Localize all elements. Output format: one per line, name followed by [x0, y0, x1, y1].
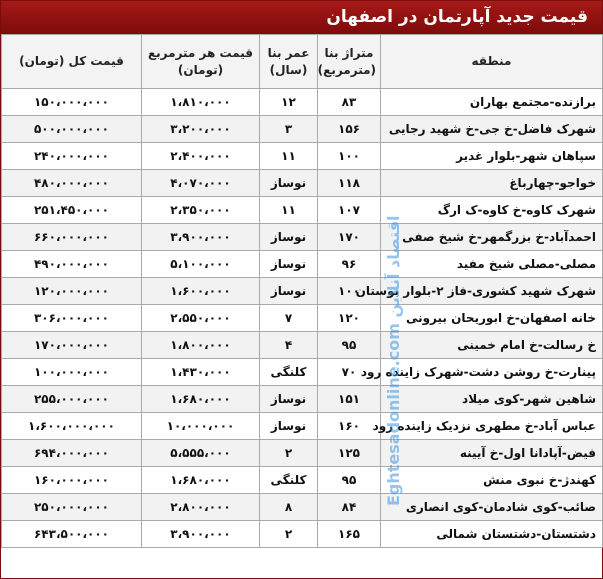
cell-price-per-meter: ۲،۳۵۰،۰۰۰ — [142, 197, 260, 224]
cell-total-price: ۲۴۰،۰۰۰،۰۰۰ — [2, 143, 142, 170]
cell-age: ۱۱ — [260, 197, 318, 224]
cell-total-price: ۳۰۶،۰۰۰،۰۰۰ — [2, 305, 142, 332]
header-age: عمر بنا (سال) — [260, 35, 318, 89]
table-row — [2, 116, 603, 143]
cell-area: ۱۰۷ — [318, 197, 381, 224]
table-row — [2, 440, 603, 467]
cell-total-price: ۱۲۰،۰۰۰،۰۰۰ — [2, 278, 142, 305]
table-row — [2, 467, 603, 494]
cell-region: شهرک کاوه-خ کاوه-ک ارگ — [381, 197, 603, 224]
cell-price-per-meter: ۳،۹۰۰،۰۰۰ — [142, 224, 260, 251]
table-row — [2, 251, 603, 278]
cell-area: ۹۵ — [318, 332, 381, 359]
cell-region: عباس آباد-خ مطهری نزدیک زاینده رود — [381, 413, 603, 440]
cell-price-per-meter: ۲،۴۰۰،۰۰۰ — [142, 143, 260, 170]
cell-total-price: ۱۷۰،۰۰۰،۰۰۰ — [2, 332, 142, 359]
cell-total-price: ۲۵۱،۴۵۰،۰۰۰ — [2, 197, 142, 224]
cell-area: ۸۳ — [318, 89, 381, 116]
cell-age: نوساز — [260, 224, 318, 251]
cell-total-price: ۴۹۰،۰۰۰،۰۰۰ — [2, 251, 142, 278]
cell-region: مصلی-مصلی شیخ مفید — [381, 251, 603, 278]
cell-region: پینارت-خ روشن دشت-شهرک زاینده رود — [381, 359, 603, 386]
cell-age: ۴ — [260, 332, 318, 359]
header-price-per-meter: قیمت هر مترمربع (تومان) — [142, 35, 260, 89]
cell-age: نوساز — [260, 251, 318, 278]
cell-area: ۱۵۶ — [318, 116, 381, 143]
cell-age: نوساز — [260, 386, 318, 413]
cell-region: خ رسالت-خ امام خمینی — [381, 332, 603, 359]
cell-age: ۷ — [260, 305, 318, 332]
cell-age: ۱۲ — [260, 89, 318, 116]
table-row — [2, 332, 603, 359]
table-row — [2, 170, 603, 197]
cell-price-per-meter: ۳،۹۰۰،۰۰۰ — [142, 521, 260, 548]
cell-age: ۲ — [260, 521, 318, 548]
cell-region: شاهین شهر-کوی میلاد — [381, 386, 603, 413]
cell-region: دشتستان-دشتستان شمالی — [381, 521, 603, 548]
cell-price-per-meter: ۴،۰۷۰،۰۰۰ — [142, 170, 260, 197]
watermark: Eghtesadonline.com اقتصاد آنلاین — [384, 215, 403, 507]
cell-region: احمدآباد-خ بزرگمهر-خ شیخ صفی — [381, 224, 603, 251]
cell-age: کلنگی — [260, 467, 318, 494]
cell-area: ۱۷۰ — [318, 224, 381, 251]
cell-area: ۱۶۰ — [318, 413, 381, 440]
cell-age: نوساز — [260, 278, 318, 305]
apartment-price-table — [1, 34, 603, 548]
table-row — [2, 278, 603, 305]
cell-price-per-meter: ۱،۶۸۰،۰۰۰ — [142, 467, 260, 494]
header-total-price: قیمت کل (تومان) — [2, 35, 142, 89]
cell-area: ۱۲۵ — [318, 440, 381, 467]
cell-region: کهندژ-خ نبوی منش — [381, 467, 603, 494]
cell-total-price: ۶۴۳،۵۰۰،۰۰۰ — [2, 521, 142, 548]
cell-region: شهرک شهید کشوری-فاز ۲-بلوار بوستان — [381, 278, 603, 305]
cell-region: خانه اصفهان-خ ابوریحان بیرونی — [381, 305, 603, 332]
cell-price-per-meter: ۵،۱۰۰،۰۰۰ — [142, 251, 260, 278]
table-row — [2, 305, 603, 332]
cell-area: ۱۱۸ — [318, 170, 381, 197]
cell-area: ۱۰۰ — [318, 278, 381, 305]
cell-price-per-meter: ۱،۶۰۰،۰۰۰ — [142, 278, 260, 305]
cell-total-price: ۱۶۰،۰۰۰،۰۰۰ — [2, 467, 142, 494]
cell-area: ۹۶ — [318, 251, 381, 278]
cell-price-per-meter: ۱،۴۳۰،۰۰۰ — [142, 359, 260, 386]
cell-area: ۱۶۵ — [318, 521, 381, 548]
cell-area: ۹۵ — [318, 467, 381, 494]
cell-age: نوساز — [260, 170, 318, 197]
cell-region: فیض-آپادانا اول-خ آیینه — [381, 440, 603, 467]
cell-price-per-meter: ۱،۸۰۰،۰۰۰ — [142, 332, 260, 359]
cell-area: ۱۵۱ — [318, 386, 381, 413]
cell-total-price: ۲۵۵،۰۰۰،۰۰۰ — [2, 386, 142, 413]
table-row — [2, 413, 603, 440]
cell-region: صائب-کوی شادمان-کوی انصاری — [381, 494, 603, 521]
table-row — [2, 359, 603, 386]
cell-region: شهرک فاضل-خ جی-خ شهید رجایی — [381, 116, 603, 143]
cell-age: ۳ — [260, 116, 318, 143]
table-row — [2, 224, 603, 251]
table-row — [2, 89, 603, 116]
page-title: قیمت جدید آپارتمان در اصفهان — [1, 1, 602, 34]
cell-total-price: ۴۸۰،۰۰۰،۰۰۰ — [2, 170, 142, 197]
cell-area: ۱۰۰ — [318, 143, 381, 170]
cell-age: ۸ — [260, 494, 318, 521]
cell-price-per-meter: ۳،۲۰۰،۰۰۰ — [142, 116, 260, 143]
cell-age: کلنگی — [260, 359, 318, 386]
table-row — [2, 143, 603, 170]
cell-area: ۸۴ — [318, 494, 381, 521]
cell-region: خواجو-چهارباغ — [381, 170, 603, 197]
cell-total-price: ۵۰۰،۰۰۰،۰۰۰ — [2, 116, 142, 143]
table-row — [2, 494, 603, 521]
cell-price-per-meter: ۲،۸۰۰،۰۰۰ — [142, 494, 260, 521]
cell-price-per-meter: ۱،۸۱۰،۰۰۰ — [142, 89, 260, 116]
cell-price-per-meter: ۵،۵۵۵،۰۰۰ — [142, 440, 260, 467]
table-row — [2, 197, 603, 224]
cell-total-price: ۱۰۰،۰۰۰،۰۰۰ — [2, 359, 142, 386]
table-header-row — [2, 35, 603, 89]
cell-total-price: ۲۵۰،۰۰۰،۰۰۰ — [2, 494, 142, 521]
cell-age: نوساز — [260, 413, 318, 440]
cell-price-per-meter: ۱،۶۸۰،۰۰۰ — [142, 386, 260, 413]
table-row — [2, 521, 603, 548]
header-region: منطقه — [381, 35, 603, 89]
table-row — [2, 386, 603, 413]
cell-total-price: ۶۶۰،۰۰۰،۰۰۰ — [2, 224, 142, 251]
cell-total-price: ۱۵۰،۰۰۰،۰۰۰ — [2, 89, 142, 116]
cell-region: برازنده-مجتمع بهاران — [381, 89, 603, 116]
cell-price-per-meter: ۲،۵۵۰،۰۰۰ — [142, 305, 260, 332]
cell-total-price: ۶۹۴،۰۰۰،۰۰۰ — [2, 440, 142, 467]
header-area: متراژ بنا (مترمربع) — [318, 35, 381, 89]
cell-region: سپاهان شهر-بلوار غدیر — [381, 143, 603, 170]
cell-area: ۱۲۰ — [318, 305, 381, 332]
cell-area: ۷۰ — [318, 359, 381, 386]
cell-total-price: ۱،۶۰۰،۰۰۰،۰۰۰ — [2, 413, 142, 440]
cell-price-per-meter: ۱۰،۰۰۰،۰۰۰ — [142, 413, 260, 440]
table-body — [2, 89, 603, 548]
cell-age: ۱۱ — [260, 143, 318, 170]
cell-age: ۲ — [260, 440, 318, 467]
